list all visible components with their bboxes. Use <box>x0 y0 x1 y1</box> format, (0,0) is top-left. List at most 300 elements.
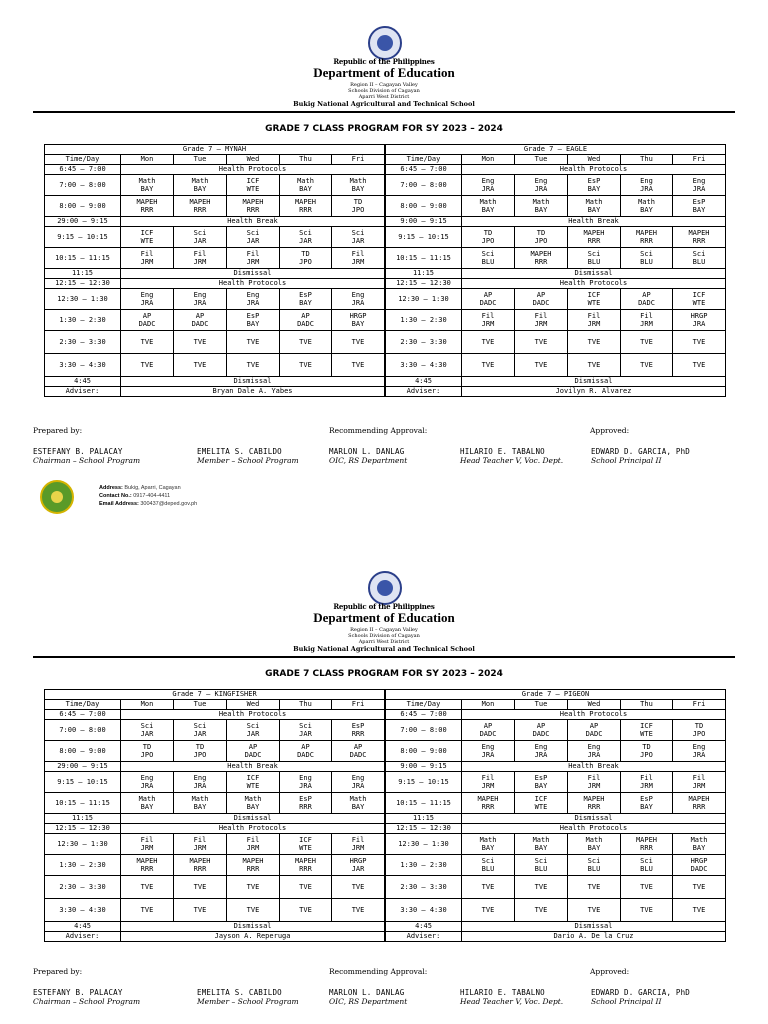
time-cell: 11:15 <box>45 269 121 279</box>
span-cell: Dismissal <box>121 377 385 387</box>
time-cell: 29:00 – 9:15 <box>45 762 121 772</box>
table-row <box>45 876 385 899</box>
table-row <box>386 899 726 922</box>
time-cell: 6:45 – 7:00 <box>386 165 462 175</box>
email-label: Email Address: <box>99 501 139 507</box>
time-cell: 4:45 <box>386 922 462 932</box>
signatory-role: Chairman – School Program <box>33 997 141 1006</box>
adviser-name: Jayson A. Reperuga <box>121 932 385 942</box>
signatory-role: School Principal II <box>591 997 662 1006</box>
span-cell: Dismissal <box>121 922 385 932</box>
time-cell: 12:15 – 12:30 <box>45 824 121 834</box>
column-header: Mon <box>121 700 174 710</box>
subject-cell: TVE <box>462 876 515 899</box>
subject-cell: TD JPO <box>621 741 673 762</box>
span-cell: Dismissal <box>121 269 385 279</box>
time-cell: 11:15 <box>386 814 462 824</box>
subject-cell: AP DADC <box>227 741 280 762</box>
table-row <box>45 793 385 814</box>
table-row <box>386 793 726 814</box>
column-header: Wed <box>227 155 280 165</box>
signatory-1 <box>33 447 140 465</box>
column-header: Time/Day <box>386 155 462 165</box>
signatory-name: HILARIO E. TABALNO <box>460 447 545 456</box>
subject-cell: Sci BLU <box>673 248 726 269</box>
signatory-1 <box>33 988 140 1006</box>
adviser-label: Adviser: <box>386 387 462 397</box>
table-row <box>45 387 385 397</box>
time-cell: 12:30 – 1:30 <box>45 289 121 310</box>
subject-cell: Sci JAR <box>280 227 332 248</box>
table-row <box>386 310 726 331</box>
time-cell: 12:30 – 1:30 <box>45 834 121 855</box>
subject-cell: TD JPO <box>332 196 385 217</box>
column-header: Tue <box>174 155 227 165</box>
subject-cell: ICF WTE <box>568 289 621 310</box>
signatory-role: OIC, RS Department <box>329 456 408 465</box>
subject-cell: ICF WTE <box>227 175 280 196</box>
table-row <box>45 855 385 876</box>
adviser-label: Adviser: <box>45 387 121 397</box>
subject-cell: Math BAY <box>332 793 385 814</box>
subject-cell: TVE <box>174 876 227 899</box>
table-row <box>386 165 726 175</box>
subject-cell: Fil JRM <box>227 834 280 855</box>
signatory-role: School Principal II <box>591 456 662 465</box>
subject-cell: Fil JRM <box>515 310 568 331</box>
table-row <box>45 710 385 720</box>
subject-cell: TVE <box>174 354 227 377</box>
subject-cell: AP DADC <box>568 720 621 741</box>
span-cell: Health Protocols <box>462 710 726 720</box>
subject-cell: TVE <box>332 899 385 922</box>
subject-cell: TD JPO <box>121 741 174 762</box>
table-row <box>386 932 726 942</box>
section-title: Grade 7 – MYNAH <box>45 145 385 155</box>
table-row <box>386 387 726 397</box>
deped-seal-icon <box>368 571 402 605</box>
schedule-table <box>385 689 726 942</box>
table-row <box>386 814 726 824</box>
subject-cell: MAPEH RRR <box>621 227 673 248</box>
column-header: Mon <box>121 155 174 165</box>
time-cell: 9:00 – 9:15 <box>386 762 462 772</box>
time-cell: 8:00 – 9:00 <box>45 196 121 217</box>
table-row <box>386 772 726 793</box>
table-row <box>45 922 385 932</box>
subject-cell: Fil JRM <box>174 248 227 269</box>
district-line: Aparri West District <box>358 94 410 100</box>
contact-value: 0917-404-4411 <box>133 493 171 499</box>
span-cell: Health Protocols <box>121 165 385 175</box>
subject-cell: MAPEH RRR <box>462 793 515 814</box>
subject-cell: HRGP JAR <box>332 855 385 876</box>
approved-label: Approved: <box>590 426 630 435</box>
time-cell: 3:30 – 4:30 <box>386 899 462 922</box>
table-row <box>386 377 726 387</box>
subject-cell: TD JPO <box>174 741 227 762</box>
table-row <box>45 227 385 248</box>
table-row <box>45 720 385 741</box>
subject-cell: Math BAY <box>515 834 568 855</box>
column-header: Time/Day <box>386 700 462 710</box>
page-title: GRADE 7 CLASS PROGRAM FOR SY 2023 – 2024 <box>265 124 503 134</box>
subject-cell: Math BAY <box>515 196 568 217</box>
page-2 <box>0 545 768 1024</box>
time-cell: 1:30 – 2:30 <box>386 310 462 331</box>
subject-cell: MAPEH RRR <box>673 793 726 814</box>
table-row <box>386 834 726 855</box>
time-cell: 2:30 – 3:30 <box>386 331 462 354</box>
subject-cell: Math BAY <box>621 196 673 217</box>
adviser-name: Jovilyn R. Alvarez <box>462 387 726 397</box>
time-cell: 12:15 – 12:30 <box>386 824 462 834</box>
subject-cell: Sci JAR <box>174 227 227 248</box>
span-cell: Dismissal <box>462 377 726 387</box>
table-row <box>45 165 385 175</box>
table-row <box>386 217 726 227</box>
district-line: Aparri West District <box>358 639 410 645</box>
subject-cell: MAPEH RRR <box>121 855 174 876</box>
subject-cell: TVE <box>227 876 280 899</box>
table-row <box>45 741 385 762</box>
table-row <box>45 772 385 793</box>
table-row <box>45 310 385 331</box>
span-cell: Dismissal <box>462 922 726 932</box>
subject-cell: Sci BLU <box>568 855 621 876</box>
subject-cell: TVE <box>462 354 515 377</box>
contact-block <box>99 484 197 508</box>
span-cell: Health Break <box>462 762 726 772</box>
subject-cell: TVE <box>227 331 280 354</box>
subject-cell: TVE <box>673 331 726 354</box>
table-row <box>45 155 385 165</box>
section-title: Grade 7 – KINGFISHER <box>45 690 385 700</box>
table-row <box>386 279 726 289</box>
subject-cell: Fil JRM <box>121 834 174 855</box>
table-row <box>386 720 726 741</box>
subject-cell: Eng JRA <box>280 772 332 793</box>
subject-cell: MAPEH RRR <box>121 196 174 217</box>
signatory-name: MARLON L. DANLAG <box>329 447 405 456</box>
span-cell: Health Protocols <box>462 279 726 289</box>
signatory-5 <box>591 447 690 465</box>
subject-cell: Eng JRA <box>568 741 621 762</box>
subject-cell: Fil JRM <box>121 248 174 269</box>
time-cell: 7:00 – 8:00 <box>45 175 121 196</box>
column-header: Wed <box>568 700 621 710</box>
span-cell: Health Break <box>121 217 385 227</box>
time-cell: 7:00 – 8:00 <box>386 175 462 196</box>
table-row <box>45 932 385 942</box>
span-cell: Dismissal <box>462 269 726 279</box>
subject-cell: AP DADC <box>462 720 515 741</box>
table-row <box>386 145 726 155</box>
subject-cell: AP DADC <box>515 289 568 310</box>
subject-cell: TVE <box>673 876 726 899</box>
time-cell: 1:30 – 2:30 <box>45 310 121 331</box>
column-header: Wed <box>568 155 621 165</box>
subject-cell: Math BAY <box>673 834 726 855</box>
column-header: Mon <box>462 155 515 165</box>
table-row <box>45 248 385 269</box>
schedule-table <box>385 144 726 397</box>
span-cell: Health Protocols <box>121 279 385 289</box>
schedule-table <box>44 689 385 942</box>
signatory-name: ESTEFANY B. PALACAY <box>33 988 123 997</box>
table-row <box>386 876 726 899</box>
time-cell: 3:30 – 4:30 <box>45 354 121 377</box>
table-row <box>45 217 385 227</box>
subject-cell: MAPEH RRR <box>280 855 332 876</box>
subject-cell: HRGP BAY <box>332 310 385 331</box>
column-header: Fri <box>673 700 726 710</box>
school-name: Bukig National Agricultural and Technical School <box>293 645 475 653</box>
signatory-name: MARLON L. DANLAG <box>329 988 405 997</box>
region-line: Region II – Cagayan Valley <box>350 627 418 633</box>
table-row <box>45 269 385 279</box>
subject-cell: Fil JRM <box>568 310 621 331</box>
subject-cell: TVE <box>673 354 726 377</box>
adviser-name: Bryan Dale A. Yabes <box>121 387 385 397</box>
subject-cell: HRGP DADC <box>673 855 726 876</box>
table-row <box>386 175 726 196</box>
subject-cell: TVE <box>568 899 621 922</box>
table-row <box>386 690 726 700</box>
table-row <box>386 248 726 269</box>
time-cell: 4:45 <box>386 377 462 387</box>
time-cell: 9:15 – 10:15 <box>386 227 462 248</box>
table-row <box>45 354 385 377</box>
subject-cell: Sci JAR <box>227 720 280 741</box>
subject-cell: AP DADC <box>174 310 227 331</box>
subject-cell: MAPEH RRR <box>280 196 332 217</box>
prepared-by-label: Prepared by: <box>33 967 83 976</box>
schedule-table <box>44 144 385 397</box>
column-header: Tue <box>174 700 227 710</box>
subject-cell: TVE <box>515 331 568 354</box>
subject-cell: Eng JRA <box>462 741 515 762</box>
subject-cell: Fil JRM <box>568 772 621 793</box>
subject-cell: Sci BLU <box>462 248 515 269</box>
subject-cell: Fil JRM <box>174 834 227 855</box>
subject-cell: Fil JRM <box>227 248 280 269</box>
subject-cell: Eng JRA <box>673 175 726 196</box>
span-cell: Health Protocols <box>462 165 726 175</box>
time-cell: 1:30 – 2:30 <box>386 855 462 876</box>
table-row <box>45 834 385 855</box>
table-row <box>386 824 726 834</box>
subject-cell: AP DADC <box>462 289 515 310</box>
subject-cell: MAPEH RRR <box>673 227 726 248</box>
time-cell: 2:30 – 3:30 <box>45 331 121 354</box>
subject-cell: TVE <box>462 899 515 922</box>
subject-cell: MAPEH RRR <box>174 855 227 876</box>
signatory-2 <box>197 988 299 1006</box>
time-cell: 12:15 – 12:30 <box>386 279 462 289</box>
time-cell: 9:15 – 10:15 <box>386 772 462 793</box>
subject-cell: TVE <box>568 876 621 899</box>
subject-cell: TVE <box>515 354 568 377</box>
column-header: Thu <box>280 700 332 710</box>
subject-cell: TVE <box>121 876 174 899</box>
department-title: Department of Education <box>313 65 455 80</box>
section-title: Grade 7 – PIGEON <box>386 690 726 700</box>
subject-cell: MAPEH RRR <box>621 834 673 855</box>
subject-cell: TVE <box>174 331 227 354</box>
table-row <box>45 700 385 710</box>
time-cell: 9:15 – 10:15 <box>45 227 121 248</box>
subject-cell: Math BAY <box>174 175 227 196</box>
region-line: Region II – Cagayan Valley <box>350 82 418 88</box>
approved-label: Approved: <box>590 967 630 976</box>
time-cell: 12:15 – 12:30 <box>45 279 121 289</box>
subject-cell: EsP BAY <box>568 175 621 196</box>
subject-cell: MAPEH RRR <box>568 793 621 814</box>
time-cell: 6:45 – 7:00 <box>386 710 462 720</box>
subject-cell: TVE <box>174 899 227 922</box>
time-cell: 11:15 <box>45 814 121 824</box>
deped-seal-icon <box>368 26 402 60</box>
table-row <box>386 155 726 165</box>
adviser-label: Adviser: <box>45 932 121 942</box>
subject-cell: MAPEH RRR <box>568 227 621 248</box>
time-cell: 9:15 – 10:15 <box>45 772 121 793</box>
school-logo-icon <box>40 480 74 514</box>
subject-cell: Eng JRA <box>462 175 515 196</box>
column-header: Thu <box>280 155 332 165</box>
subject-cell: Fil JRM <box>673 772 726 793</box>
recommending-label: Recommending Approval: <box>329 967 428 976</box>
header-divider <box>33 111 735 113</box>
signatory-3 <box>329 988 407 1006</box>
table-row <box>386 700 726 710</box>
time-cell: 8:00 – 9:00 <box>45 741 121 762</box>
time-cell: 10:15 – 11:15 <box>386 793 462 814</box>
subject-cell: TVE <box>621 331 673 354</box>
time-cell: 8:00 – 9:00 <box>386 741 462 762</box>
column-header: Fri <box>332 155 385 165</box>
subject-cell: Sci JAR <box>332 227 385 248</box>
subject-cell: TVE <box>332 331 385 354</box>
subject-cell: TVE <box>621 876 673 899</box>
subject-cell: MAPEH RRR <box>174 196 227 217</box>
column-header: Mon <box>462 700 515 710</box>
division-line: Schools Division of Cagayan <box>348 633 420 639</box>
time-cell: 7:00 – 8:00 <box>45 720 121 741</box>
signatory-name: EMELITA S. CABILDO <box>197 447 282 456</box>
column-header: Thu <box>621 155 673 165</box>
column-header: Thu <box>621 700 673 710</box>
department-title: Department of Education <box>313 610 455 625</box>
span-cell: Health Protocols <box>121 824 385 834</box>
signatory-role: OIC, RS Department <box>329 997 408 1006</box>
table-row <box>386 196 726 217</box>
subject-cell: Math BAY <box>227 793 280 814</box>
column-header: Time/Day <box>45 700 121 710</box>
column-header: Fri <box>673 155 726 165</box>
subject-cell: HRGP JRA <box>673 310 726 331</box>
subject-cell: TVE <box>227 354 280 377</box>
signatory-5 <box>591 988 690 1006</box>
subject-cell: TVE <box>121 331 174 354</box>
subject-cell: TD JPO <box>280 248 332 269</box>
table-row <box>45 145 385 155</box>
time-cell: 2:30 – 3:30 <box>45 876 121 899</box>
signatory-role: Member – School Program <box>197 997 299 1006</box>
signatory-4 <box>460 988 563 1006</box>
table-row <box>386 922 726 932</box>
table-row <box>45 331 385 354</box>
email-value: 300437@deped.gov.ph <box>140 501 198 507</box>
span-cell: Health Break <box>121 762 385 772</box>
table-row <box>45 279 385 289</box>
table-row <box>45 814 385 824</box>
section-title: Grade 7 – EAGLE <box>386 145 726 155</box>
subject-cell: EsP BAY <box>515 772 568 793</box>
span-cell: Health Protocols <box>121 710 385 720</box>
table-row <box>386 331 726 354</box>
subject-cell: Fil JRM <box>621 772 673 793</box>
subject-cell: MAPEH RRR <box>227 196 280 217</box>
subject-cell: TD JPO <box>673 720 726 741</box>
republic-line: Republic of the Philippines <box>333 602 435 611</box>
signatory-2 <box>197 447 299 465</box>
table-row <box>386 762 726 772</box>
subject-cell: TD JPO <box>462 227 515 248</box>
subject-cell: AP DADC <box>621 289 673 310</box>
subject-cell: EsP RRR <box>280 793 332 814</box>
subject-cell: TVE <box>332 354 385 377</box>
subject-cell: Sci JAR <box>280 720 332 741</box>
subject-cell: EsP BAY <box>280 289 332 310</box>
subject-cell: EsP BAY <box>621 793 673 814</box>
span-cell: Health Break <box>462 217 726 227</box>
table-row <box>386 855 726 876</box>
column-header: Time/Day <box>45 155 121 165</box>
subject-cell: Sci JAR <box>121 720 174 741</box>
subject-cell: Fil JRM <box>332 834 385 855</box>
subject-cell: Math BAY <box>462 196 515 217</box>
time-cell: 3:30 – 4:30 <box>45 899 121 922</box>
table-row <box>45 175 385 196</box>
subject-cell: TVE <box>280 354 332 377</box>
table-row <box>386 227 726 248</box>
subject-cell: Eng JRA <box>121 772 174 793</box>
table-row <box>45 690 385 700</box>
time-cell: 9:00 – 9:15 <box>386 217 462 227</box>
subject-cell: TVE <box>515 899 568 922</box>
subject-cell: TVE <box>280 899 332 922</box>
subject-cell: ICF WTE <box>673 289 726 310</box>
subject-cell: EsP BAY <box>673 196 726 217</box>
span-cell: Health Protocols <box>462 824 726 834</box>
contact-label: Contact No.: <box>99 493 132 499</box>
signatory-role: Head Teacher V, Voc. Dept. <box>460 997 564 1006</box>
prepared-by-label: Prepared by: <box>33 426 83 435</box>
subject-cell: TVE <box>280 876 332 899</box>
subject-cell: Sci JAR <box>174 720 227 741</box>
time-cell: 12:30 – 1:30 <box>386 289 462 310</box>
subject-cell: Eng JRA <box>673 741 726 762</box>
table-row <box>386 710 726 720</box>
time-cell: 6:45 – 7:00 <box>45 710 121 720</box>
adviser-name: Dario A. De la Cruz <box>462 932 726 942</box>
table-row <box>45 196 385 217</box>
time-cell: 4:45 <box>45 377 121 387</box>
time-cell: 10:15 – 11:15 <box>45 793 121 814</box>
column-header: Fri <box>332 700 385 710</box>
